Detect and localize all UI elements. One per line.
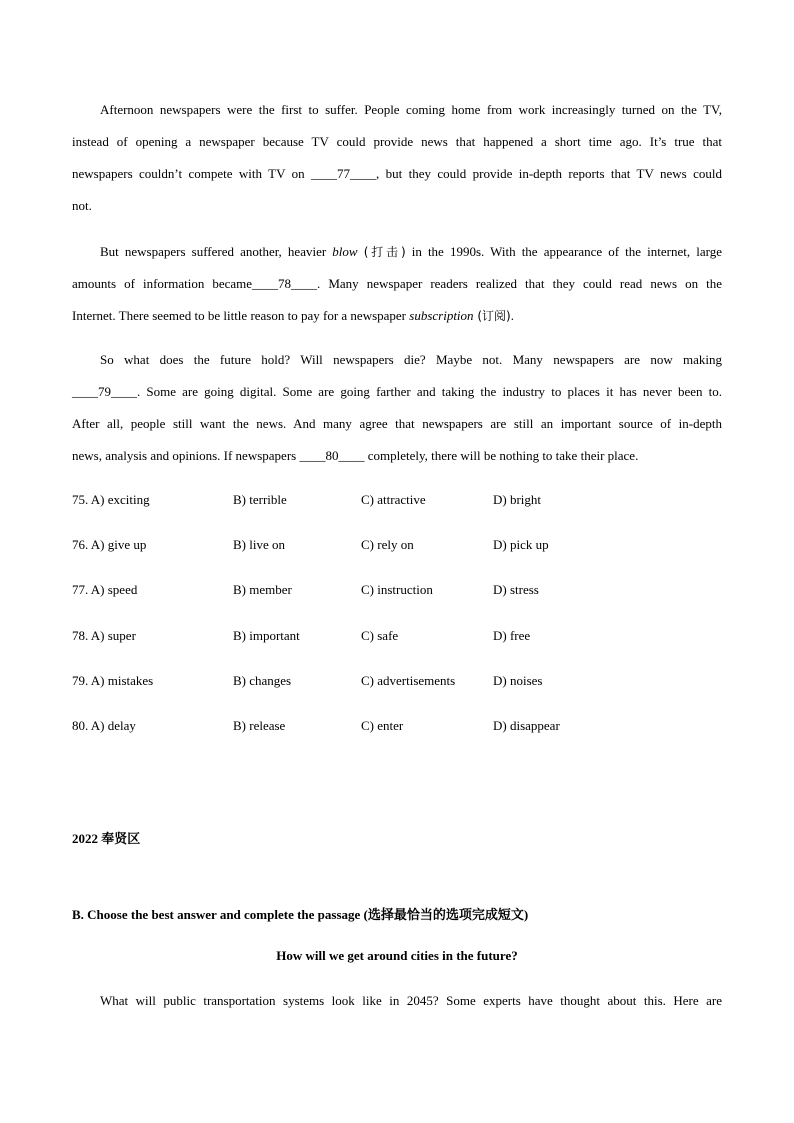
text-line: news, analysis and opinions. If newspapers ____80____ completely, there will be nothing to take their place. bbox=[72, 448, 639, 463]
italic-word: subscription bbox=[409, 308, 474, 323]
option-b: B) member bbox=[233, 582, 292, 597]
paragraph-3 bbox=[72, 344, 722, 472]
section-instruction: B. Choose the best answer and complete the passage (选择最恰当的选项完成短文) bbox=[72, 907, 529, 922]
option-b: B) important bbox=[233, 628, 300, 643]
option-d: D) stress bbox=[493, 582, 539, 597]
text-line: amounts of information became____78____. Many newspaper readers realized that they could read news on the bbox=[72, 276, 722, 291]
text-line: not. bbox=[72, 198, 92, 213]
paragraph-1 bbox=[72, 94, 722, 222]
paragraph-2 bbox=[72, 236, 722, 332]
option-c: C) enter bbox=[361, 718, 404, 733]
option-d: D) disappear bbox=[493, 718, 560, 733]
text-segment: . bbox=[510, 308, 514, 323]
chinese-gloss: (打击) bbox=[363, 245, 406, 259]
option-d: D) pick up bbox=[493, 537, 549, 552]
option-a: 79. A) mistakes bbox=[72, 673, 154, 688]
option-b: B) terrible bbox=[233, 492, 287, 507]
text-segment: Internet. There seemed to be little reason to pay for a newspaper bbox=[72, 308, 410, 323]
text-line: instead of opening a newspaper because TV could provide news that happened a short time ago. It’s true that bbox=[72, 134, 722, 149]
passage-title: How will we get around cities in the future? bbox=[276, 948, 518, 963]
text-line: Afternoon newspapers were the first to suffer. People coming home from work increasingly turned on the TV, bbox=[100, 102, 722, 117]
option-d: D) free bbox=[493, 628, 531, 643]
section-year-title: 2022 奉贤区 bbox=[72, 831, 141, 846]
intro-paragraph bbox=[72, 985, 722, 1017]
text-line: ____79____. Some are going digital. Some are going farther and taking the industry to places it has never been to. bbox=[72, 384, 722, 399]
text-segment: in the 1990s. With the appearance of the internet, large bbox=[405, 244, 722, 259]
text-segment: But newspapers suffered another, heavier bbox=[100, 244, 333, 259]
option-b: B) live on bbox=[233, 537, 285, 552]
text-line: What will public transportation systems look like in 2045? Some experts have thought about this. Here are bbox=[100, 993, 722, 1008]
text-line bbox=[72, 236, 722, 268]
text-line: newspapers couldn’t compete with TV on ____77____, but they could provide in-depth reports that TV news could bbox=[72, 166, 722, 181]
option-b: B) release bbox=[233, 718, 286, 733]
option-d: D) bright bbox=[493, 492, 542, 507]
option-a: 77. A) speed bbox=[72, 582, 138, 597]
option-a: 80. A) delay bbox=[72, 718, 136, 733]
option-c: C) safe bbox=[361, 628, 399, 643]
option-a: 75. A) exciting bbox=[72, 492, 150, 507]
option-c: C) instruction bbox=[361, 582, 433, 597]
option-c: C) advertisements bbox=[361, 673, 456, 688]
option-c: C) attractive bbox=[361, 492, 426, 507]
option-a: 76. A) give up bbox=[72, 537, 147, 552]
text-line: So what does the future hold? Will newspapers die? Maybe not. Many newspapers are now making bbox=[100, 352, 722, 367]
option-a: 78. A) super bbox=[72, 628, 136, 643]
chinese-gloss: (订阅) bbox=[473, 309, 511, 323]
option-c: C) rely on bbox=[361, 537, 414, 552]
italic-word: blow bbox=[332, 244, 358, 259]
text-line: After all, people still want the news. And many agree that newspapers are still an important source of in-depth bbox=[72, 416, 722, 431]
option-b: B) changes bbox=[233, 673, 292, 688]
option-d: D) noises bbox=[493, 673, 543, 688]
text-line bbox=[72, 300, 722, 332]
